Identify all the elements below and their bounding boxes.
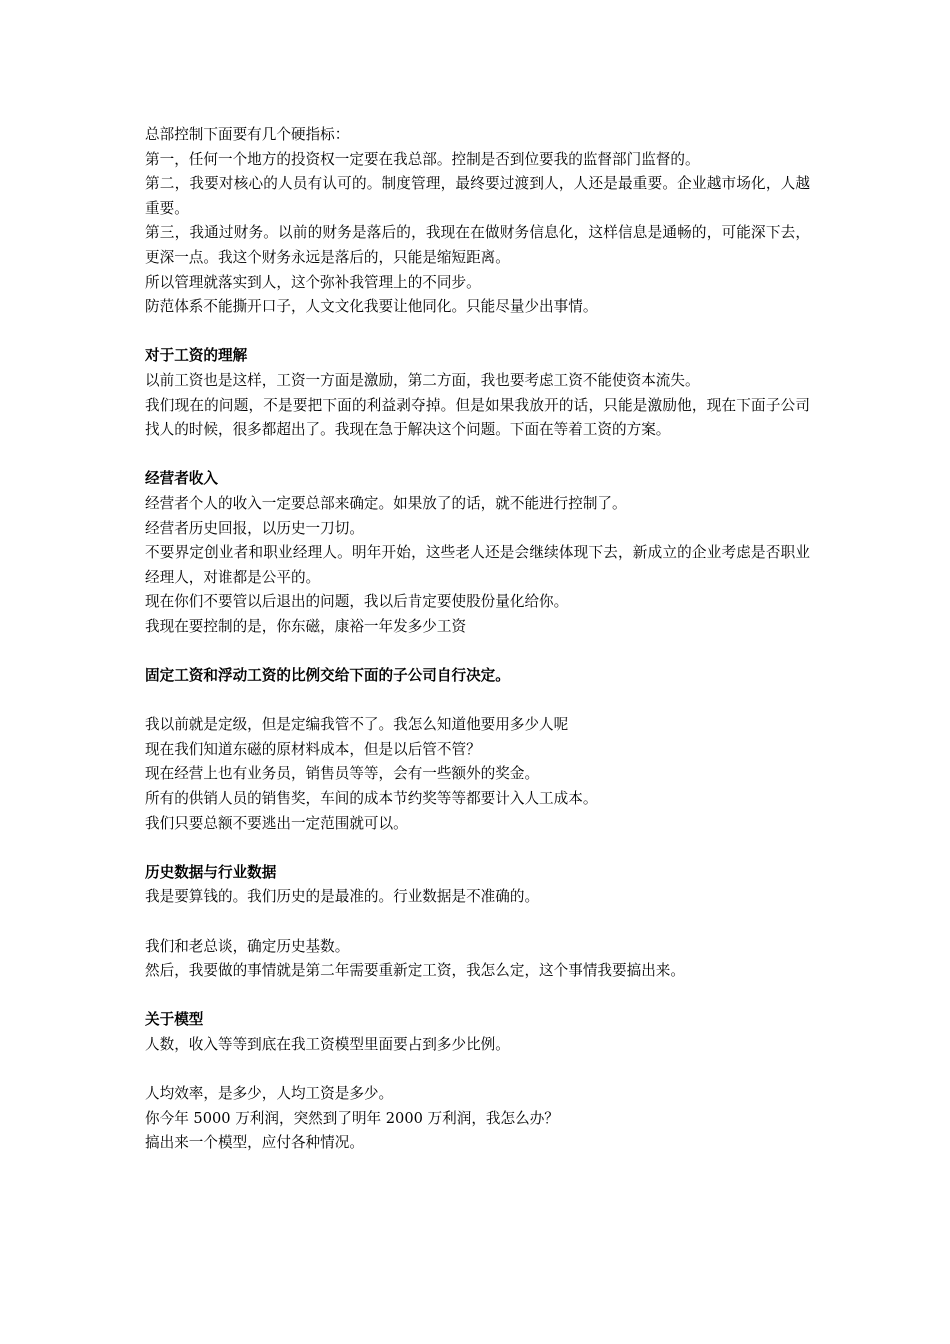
history-paragraph: 然后，我要做的事情就是第二年需要重新定工资，我怎么定，这个事情我要搞出来。 xyxy=(145,962,685,980)
spacer xyxy=(145,836,810,861)
ratio-paragraph: 我以前就是定级，但是定编我管不了。我怎么知道他要用多少人呢 xyxy=(145,716,569,734)
model-paragraph: 人均效率，是多少，人均工资是多少。 xyxy=(145,1085,394,1103)
wage-paragraph: 以前工资也是这样，工资一方面是激励，第二方面，我也要考虑工资不能使资本流失。 xyxy=(145,371,700,389)
ratio-paragraph: 我们只要总额不要逃出一定范围就可以。 xyxy=(145,814,408,832)
operator-paragraph: 现在你们不要管以后退出的问题，我以后肯定要使股份量化给你。 xyxy=(145,593,569,611)
spacer xyxy=(145,639,810,664)
intro-paragraph: 第三，我通过财务。以前的财务是落后的，我现在在做财务信息化，这样信息是通畅的，可能深下去，更深一点。我这个财务永远是落后的，只能是缩短距离。 xyxy=(145,224,810,266)
spacer xyxy=(145,320,810,345)
operator-paragraph: 不要界定创业者和职业经理人。明年开始，这些老人还是会继续体现下去，新成立的企业考虑是否职业经理人，对谁都是公平的。 xyxy=(145,544,810,586)
intro-line: 所以管理就落实到人，这个弥补我管理上的不同步。 xyxy=(145,273,481,291)
ratio-paragraph: 所有的供销人员的销售奖，车间的成本节约奖等等都要计入人工成本。 xyxy=(145,790,598,808)
spacer xyxy=(145,443,810,468)
spacer xyxy=(145,910,810,935)
spacer xyxy=(145,1058,810,1083)
intro-line: 防范体系不能撕开口子，人文文化我要让他同化。只能尽量少出事情。 xyxy=(145,298,598,316)
section-heading-operator: 经营者收入 xyxy=(145,470,218,488)
document-body xyxy=(145,123,810,1156)
spacer xyxy=(145,984,810,1009)
section-heading-wage: 对于工资的理解 xyxy=(145,347,248,365)
section-heading-history: 历史数据与行业数据 xyxy=(145,863,277,881)
intro-line: 第一，任何一个地方的投资权一定要在我总部。控制是否到位要我的监督部门监督的。 xyxy=(145,150,700,168)
intro-line: 总部控制下面要有几个硬指标： xyxy=(145,126,350,143)
operator-paragraph: 我现在要控制的是，你东磁，康裕一年发多少工资 xyxy=(145,617,467,635)
section-heading-model: 关于模型 xyxy=(145,1011,204,1029)
model-paragraph: 你今年 5000 万利润，突然到了明年 2000 万利润，我怎么办？ xyxy=(145,1109,559,1127)
section-heading-ratio: 固定工资和浮动工资的比例交给下面的子公司自行决定。 xyxy=(145,667,510,685)
intro-paragraph: 第二，我要对核心的人员有认可的。制度管理，最终要过渡到人，人还是最重要。企业越市场化，人越重要。 xyxy=(145,175,810,217)
operator-paragraph: 经营者历史回报，以历史一刀切。 xyxy=(145,519,364,537)
history-paragraph: 我是要算钱的。我们历史的是最准的。行业数据是不准确的。 xyxy=(145,888,540,906)
spacer xyxy=(145,689,810,714)
history-paragraph: 我们和老总谈，确定历史基数。 xyxy=(145,937,350,955)
wage-paragraph: 我们现在的问题，不是要把下面的利益剥夺掉。但是如果我放开的话，只能是激励他，现在下面子公司找人的时候，很多都超出了。我现在急于解决这个问题。下面在等着工资的方案。 xyxy=(145,396,810,439)
model-paragraph: 搞出来一个模型，应付各种情况。 xyxy=(145,1134,364,1152)
operator-paragraph: 经营者个人的收入一定要总部来确定。如果放了的话，就不能进行控制了。 xyxy=(145,494,627,512)
model-paragraph: 人数，收入等等到底在我工资模型里面要占到多少比例。 xyxy=(145,1035,510,1053)
ratio-paragraph: 现在我们知道东磁的原材料成本，但是以后管不管？ xyxy=(145,740,481,758)
ratio-paragraph: 现在经营上也有业务员，销售员等等，会有一些额外的奖金。 xyxy=(145,765,540,783)
